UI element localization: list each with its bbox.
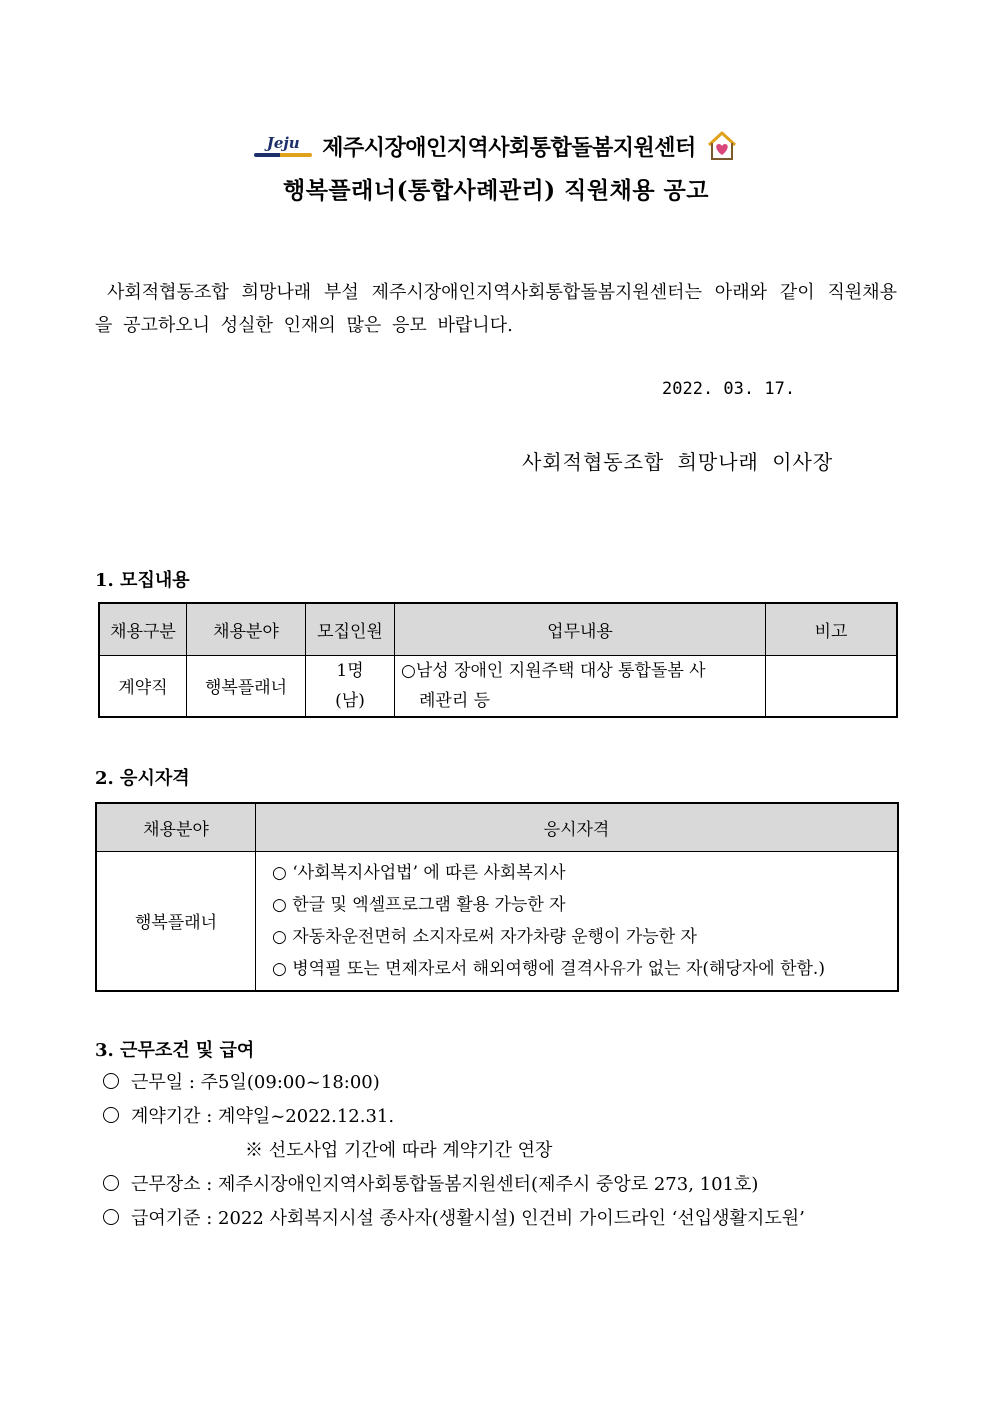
org-name: 제주시장애인지역사회통합돌봄지원센터 [322, 135, 696, 161]
doc-title: 행복플래너(통합사례관리) 직원채용 공고 [283, 177, 709, 204]
recruit-header-duty: 업무내용 [395, 603, 766, 655]
jeju-logo [254, 135, 312, 157]
jeju-logo-underline [254, 153, 312, 157]
recruit-header-count: 모집인원 [306, 603, 395, 655]
recruit-duty-line1: ○남성 장애인 지원주택 대상 통합돌봄 사 [401, 660, 706, 681]
recruit-header-field: 채용분야 [187, 603, 306, 655]
recruit-count: 1명 [336, 660, 364, 681]
work-note: ※ 선도사업 기간에 따라 계약기간 연장 [245, 1140, 553, 1161]
qualification-list [256, 851, 899, 991]
house-heart-icon [706, 130, 738, 162]
circle-bullet-icon [103, 1107, 119, 1123]
work-days-text: 근무일 : 주5일(09:00~18:00) [131, 1072, 380, 1093]
recruit-duty-cell [395, 655, 766, 717]
recruit-header-note: 비고 [766, 603, 898, 655]
qualification-header-req: 응시자격 [256, 803, 899, 851]
recruit-field: 행복플래너 [187, 655, 306, 717]
qualification-item: ○ 병역필 또는 면제자로서 해외여행에 결격사유가 없는 자(해당자에 한함.) [272, 958, 825, 979]
work-item-place [103, 1170, 758, 1196]
qualification-field: 행복플래너 [96, 851, 256, 991]
work-item-salary [103, 1204, 805, 1230]
work-place-text: 근무장소 : 제주시장애인지역사회통합돌봄지원센터(제주시 중앙로 273, 101호) [131, 1174, 759, 1195]
recruit-header-row [99, 603, 897, 655]
section2-title: 2. 응시자격 [95, 768, 190, 789]
qualification-header-field: 채용분야 [96, 803, 256, 851]
notice-date: 2022. 03. 17. [662, 379, 796, 399]
work-item-period [103, 1102, 394, 1128]
qualification-header-row [96, 803, 898, 851]
recruit-note [766, 655, 898, 717]
qualification-item: ○ 자동차운전면허 소지자로써 자가차량 운행이 가능한 자 [272, 926, 697, 947]
recruit-table [98, 602, 898, 718]
circle-bullet-icon [103, 1175, 119, 1191]
recruit-duty-line2: 례관리 등 [419, 690, 491, 711]
signer: 사회적협동조합 희망나래 이사장 [522, 450, 834, 474]
work-item-days [103, 1068, 380, 1094]
intro-text: 사회적협동조합 희망나래 부설 제주시장애인지역사회통합돌봄지원센터는 아래와 같이 직원채용을 공고하오니 성실한 인재의 많은 응모 바랍니다. [95, 282, 897, 336]
recruit-header-type: 채용구분 [99, 603, 187, 655]
org-header [0, 126, 992, 166]
circle-bullet-icon [103, 1073, 119, 1089]
qualification-table [95, 802, 899, 992]
work-period-text: 계약기간 : 계약일~2022.12.31. [131, 1106, 395, 1127]
recruit-row [99, 655, 897, 717]
recruit-type: 계약직 [99, 655, 187, 717]
qualification-item: ○ 한글 및 엑셀프로그램 활용 가능한 자 [272, 894, 566, 915]
recruit-count-note: (남) [335, 690, 365, 711]
section1-title: 1. 모집내용 [95, 570, 190, 591]
circle-bullet-icon [103, 1209, 119, 1225]
section3-title: 3. 근무조건 및 급여 [95, 1040, 255, 1061]
qualification-item: ○ ‘사회복지사업법’ 에 따른 사회복지사 [272, 862, 566, 883]
work-salary-text: 급여기준 : 2022 사회복지시설 종사자(생활시설) 인건비 가이드라인 ‘선입생활지도원’ [131, 1208, 805, 1229]
recruit-count-cell [306, 655, 395, 717]
qualification-row [96, 851, 898, 991]
jeju-logo-text: Jeju [266, 134, 300, 152]
intro-paragraph [95, 276, 897, 342]
